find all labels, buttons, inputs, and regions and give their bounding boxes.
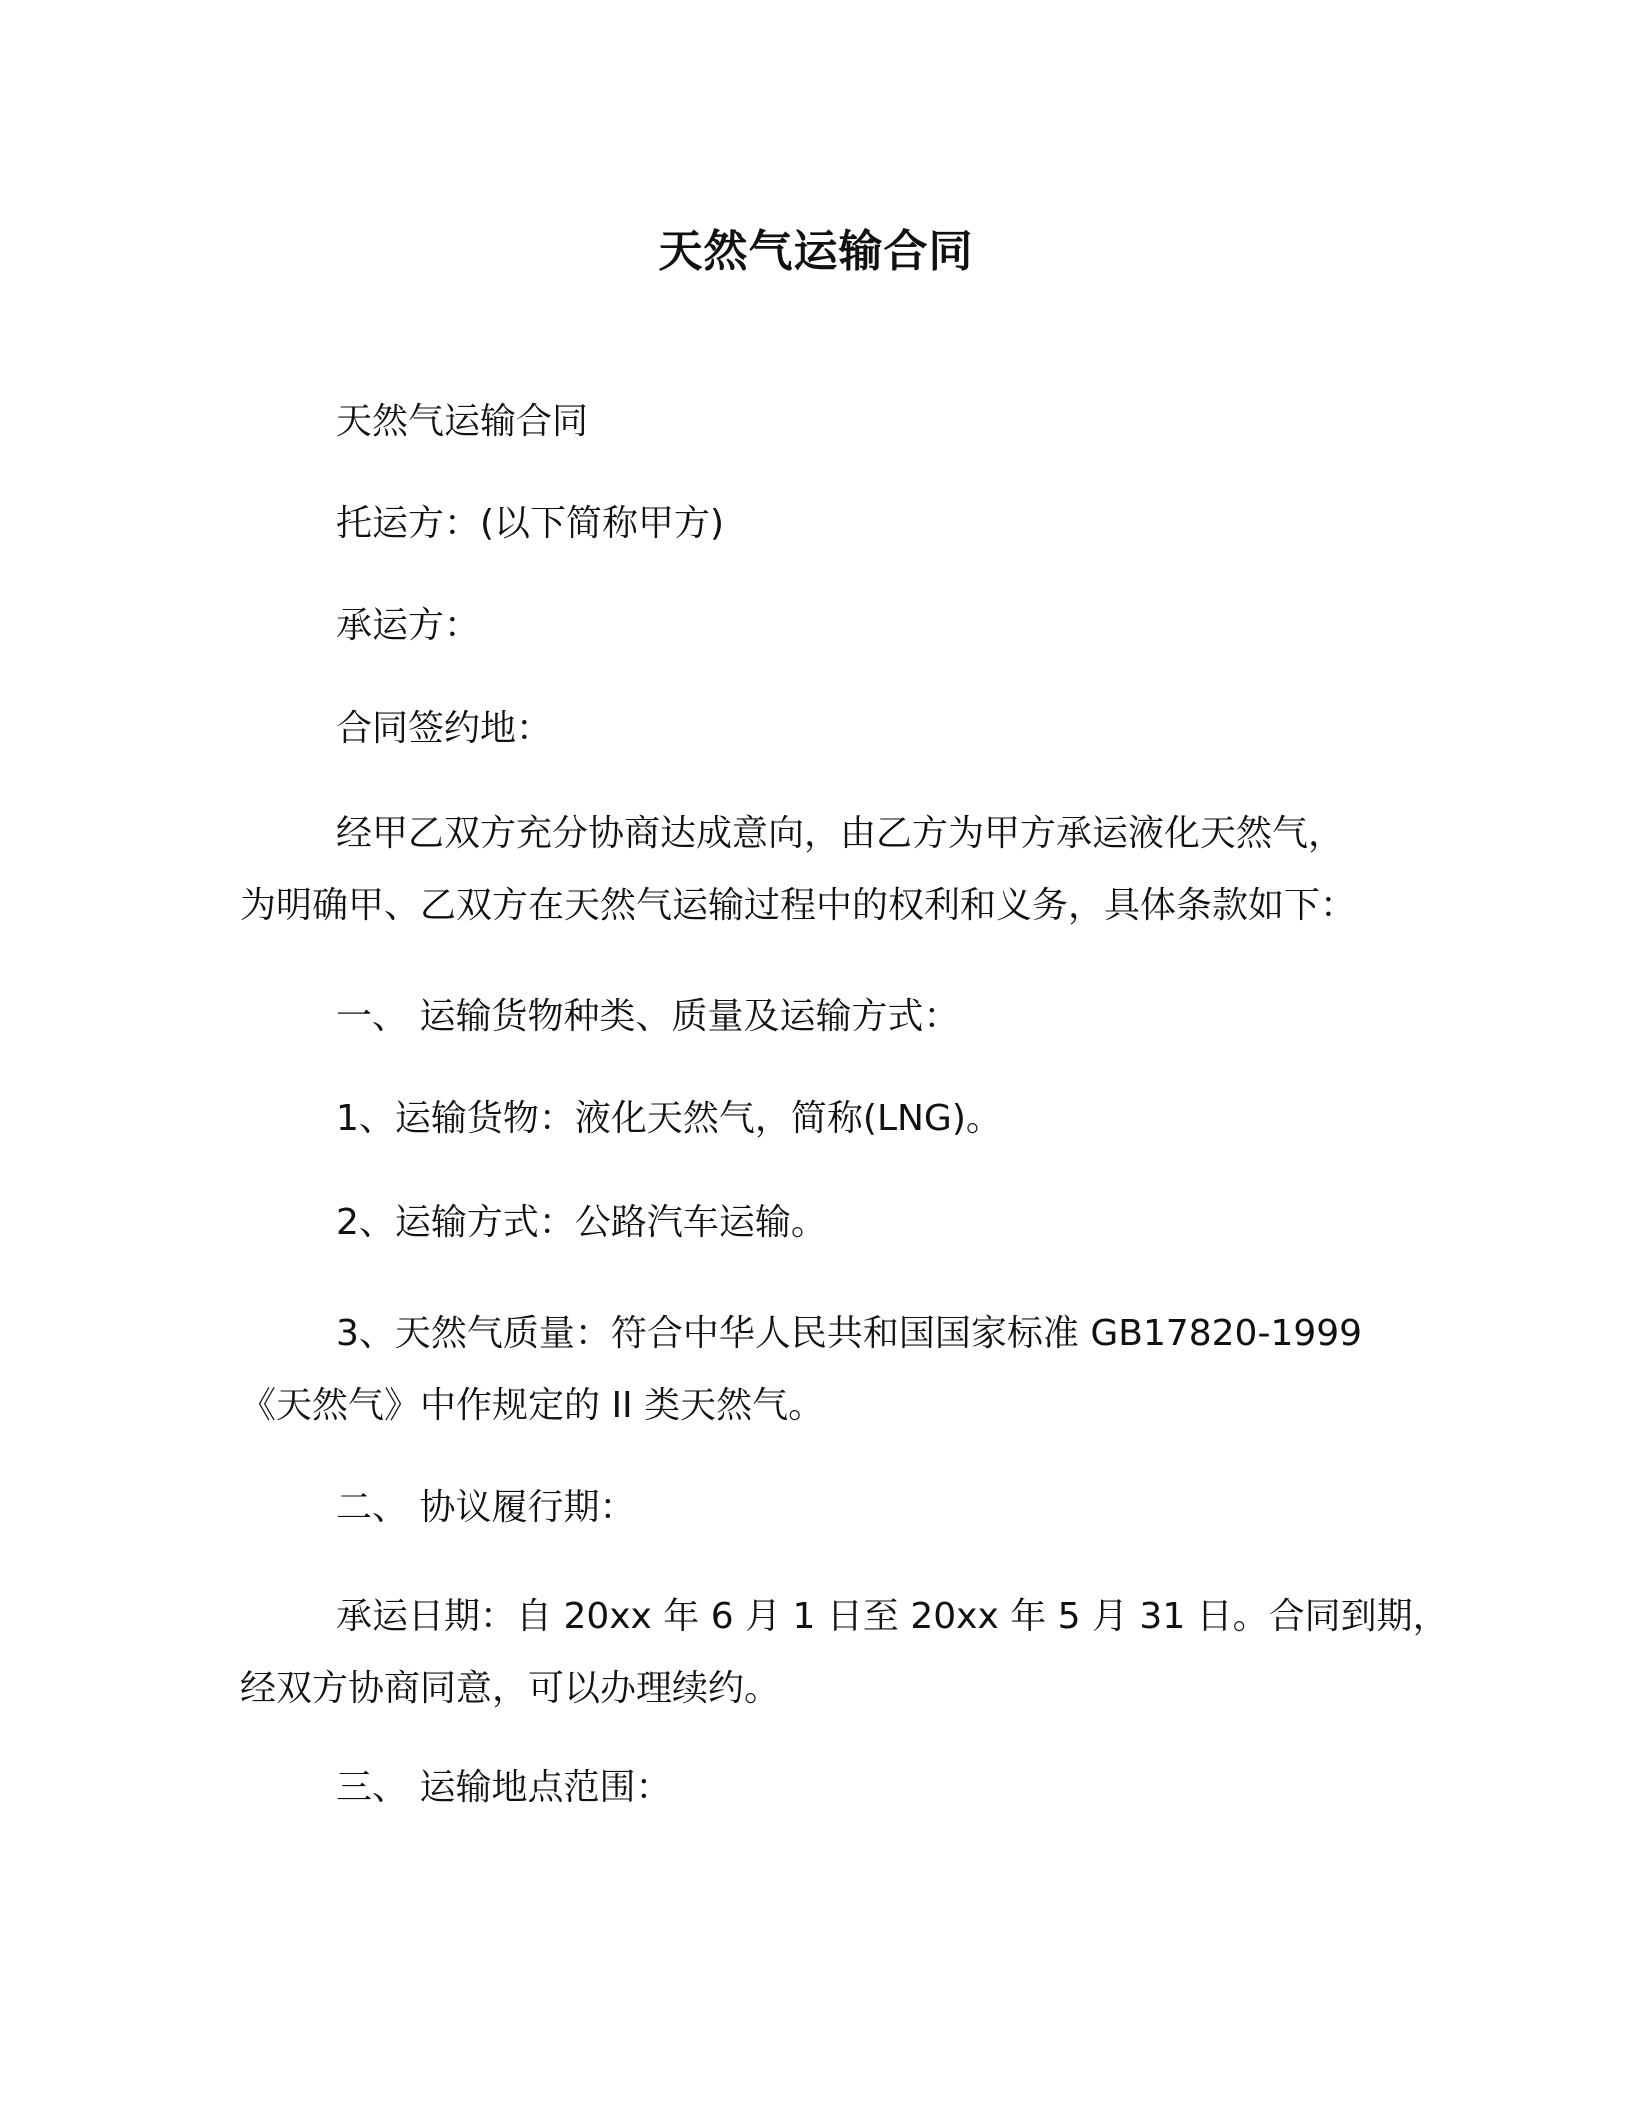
intro-continuation-line: 为明确甲、乙双方在天然气运输过程中的权利和义务，具体条款如下： bbox=[240, 885, 1357, 926]
intro-first-line: 经甲乙双方充分协商达成意向，由乙方为甲方承运液化天然气， bbox=[336, 813, 1345, 854]
contract-name-line: 天然气运输合同 bbox=[336, 401, 589, 442]
section-heading-3: 三、 运输地点范围： bbox=[336, 1767, 672, 1808]
quality-continuation-line: 《天然气》中作规定的 II 类天然气。 bbox=[240, 1385, 825, 1426]
section-heading-2: 二、 协议履行期： bbox=[336, 1487, 636, 1528]
goods-item: 1、运输货物：液化天然气，简称(LNG)。 bbox=[336, 1098, 1002, 1139]
period-continuation-line: 经双方协商同意，可以办理续约。 bbox=[240, 1668, 781, 1709]
transport-mode-item: 2、运输方式：公路汽车运输。 bbox=[336, 1202, 827, 1243]
quality-first-line: 3、天然气质量：符合中华人民共和国国家标准 GB17820-1999 bbox=[336, 1313, 1363, 1354]
document-title: 天然气运输合同 bbox=[658, 226, 974, 277]
shipper-line: 托运方：(以下简称甲方) bbox=[336, 503, 725, 544]
period-paragraph bbox=[240, 1581, 1450, 1725]
quality-paragraph bbox=[240, 1298, 1450, 1442]
section-heading-1: 一、 运输货物种类、质量及运输方式： bbox=[336, 996, 960, 1037]
intro-paragraph bbox=[240, 798, 1450, 942]
signing-place-line: 合同签约地： bbox=[336, 708, 553, 749]
carrier-line: 承运方： bbox=[336, 605, 481, 646]
period-first-line: 承运日期：自 20xx 年 6 月 1 日至 20xx 年 5 月 31 日。合同到期， bbox=[336, 1596, 1449, 1637]
